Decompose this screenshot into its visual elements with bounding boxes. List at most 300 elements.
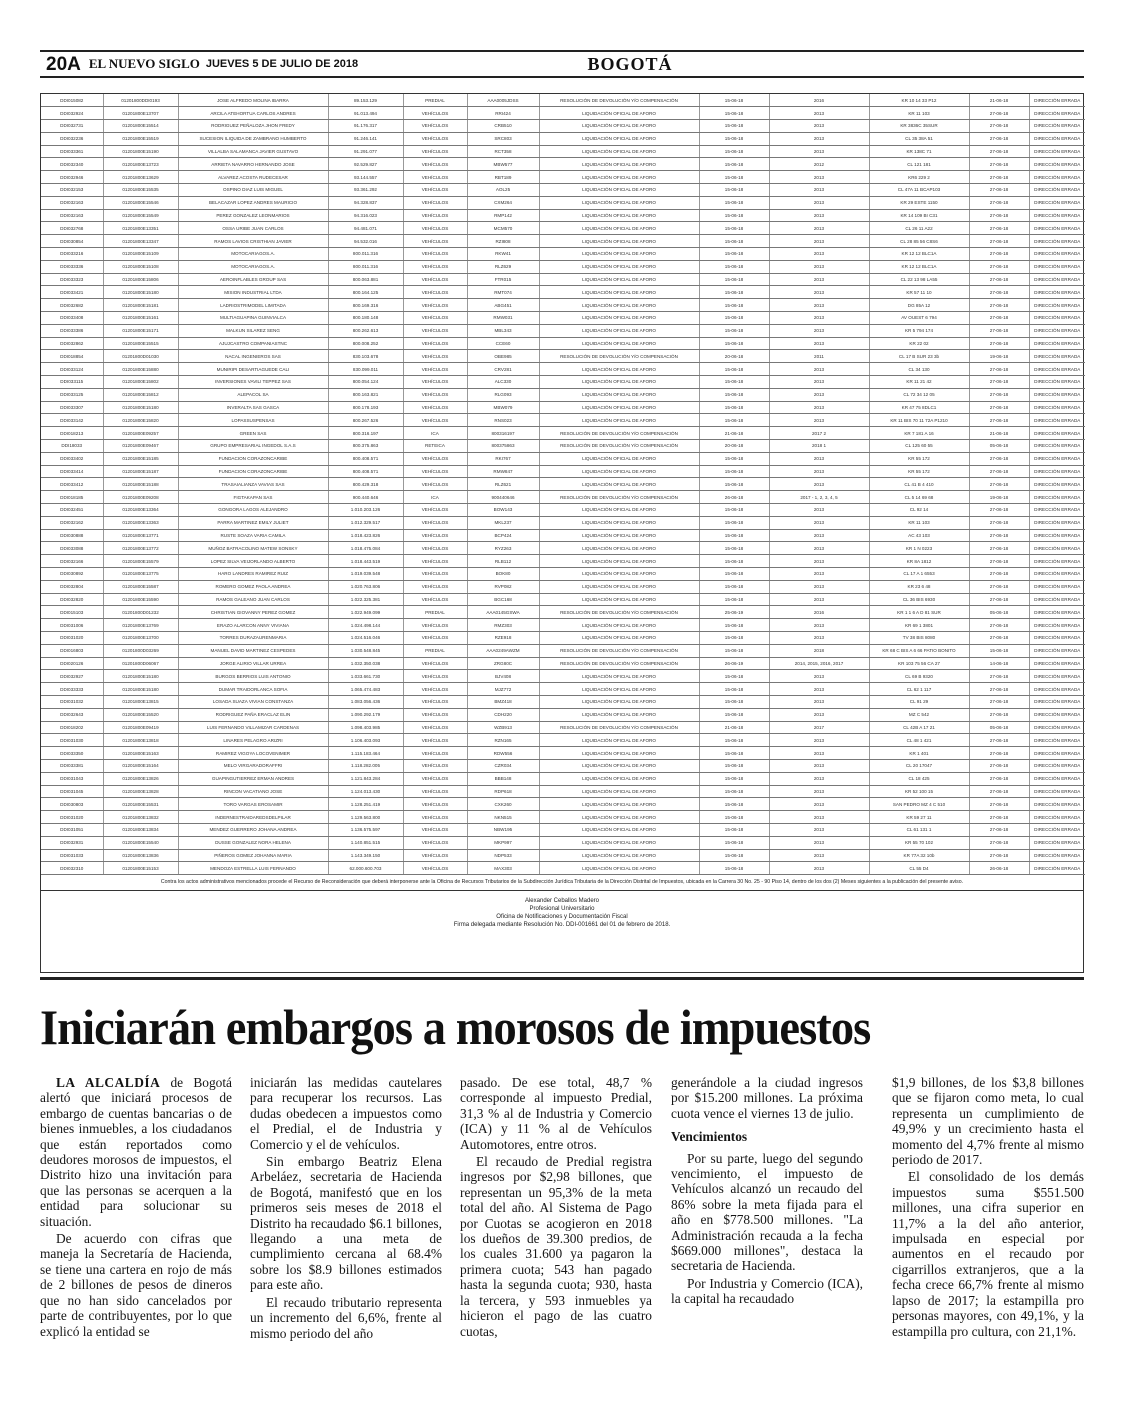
table-cell: DIRECCIÓN ERRADA bbox=[1029, 209, 1085, 222]
table-cell: DIRECCIÓN ERRADA bbox=[1029, 312, 1085, 325]
table-cell: 800.011.316 bbox=[328, 260, 403, 273]
table-cell: OBE985 bbox=[467, 350, 539, 363]
table-cell: DIRECCIÓN ERRADA bbox=[1029, 465, 1085, 478]
table-cell: 27-06-18 bbox=[969, 683, 1029, 696]
table-cell: 2011 bbox=[769, 350, 869, 363]
table-cell: KR 5 794 174 bbox=[869, 324, 969, 337]
table-cell: CL 17 A 1 6553 bbox=[869, 567, 969, 580]
table-cell: BELACAZAR LOPEZ ANDRES MAURICIO bbox=[178, 196, 328, 209]
table-cell: AC 43 103 bbox=[869, 529, 969, 542]
table-cell: DDI030854 bbox=[41, 235, 103, 248]
table-cell: KR 12 12 BLC1A bbox=[869, 248, 969, 261]
table-cell: DDI033414 bbox=[41, 465, 103, 478]
table-cell: 800.178.193 bbox=[328, 401, 403, 414]
table-cell: VEHÍCULOS bbox=[403, 580, 467, 593]
table-cell: 01201800E15171 bbox=[103, 324, 178, 337]
table-cell: LIQUIDACIÓN OFICIAL DE AFORO bbox=[539, 260, 699, 273]
table-cell: DDI032768 bbox=[41, 222, 103, 235]
table-cell: 15-06-18 bbox=[699, 388, 769, 401]
table-cell: VEHÍCULOS bbox=[403, 862, 467, 875]
table-cell: VEHÍCULOS bbox=[403, 222, 467, 235]
table-cell: CXK260 bbox=[467, 798, 539, 811]
table-cell: DDI033350 bbox=[41, 747, 103, 760]
article-paragraph: de Bogotá alertó que iniciará procesos de embargo de cuentas bancarias o de bienes inmuebles, a los ciudadanos que están reportados como deudores morosos de impuestos, el Distrito hizo una invitación para que las personas se acerquen a la entidad para solucionar su situación. bbox=[40, 1075, 232, 1229]
table-cell: BCP424 bbox=[467, 529, 539, 542]
table-cell: LIQUIDACIÓN OFICIAL DE AFORO bbox=[539, 747, 699, 760]
table-cell: 01201800E15515 bbox=[103, 337, 178, 350]
table-cell: LIQUIDACIÓN OFICIAL DE AFORO bbox=[539, 823, 699, 836]
table-cell: CL 26 11 A22 bbox=[869, 222, 969, 235]
table-cell: LOSADA SUAZA VIVIAN CONSTANZA bbox=[178, 695, 328, 708]
table-cell: 01201800E09208 bbox=[103, 491, 178, 504]
table-row bbox=[41, 184, 1085, 197]
table-cell: LINARES PELAGRO ARIZRI bbox=[178, 734, 328, 747]
table-cell: ICA bbox=[403, 427, 467, 440]
table-cell: VEHÍCULOS bbox=[403, 350, 467, 363]
table-row bbox=[41, 478, 1085, 491]
table-cell: VEHÍCULOS bbox=[403, 747, 467, 760]
table-cell: DDI018213 bbox=[41, 427, 103, 440]
table-cell: MULTIAGUAPINA GUINVIALCA bbox=[178, 312, 328, 325]
table-cell: DDI032236 bbox=[41, 132, 103, 145]
table-row bbox=[41, 209, 1085, 222]
table-cell: DIRECCIÓN ERRADA bbox=[1029, 350, 1085, 363]
table-cell: MENDOZA ESTRELLA LUIS FERNANDO bbox=[178, 862, 328, 875]
article-paragraph: pasado. De ese total, 48,7 % corresponde al impuesto Predial, 31,3 % al de Industria y Comercio (ICA) y 11 % al de Vehículos Automotores, entre otros. bbox=[460, 1075, 652, 1152]
table-cell: 27-06-18 bbox=[969, 849, 1029, 862]
table-cell: 2013 bbox=[769, 734, 869, 747]
table-cell: 800.262.613 bbox=[328, 324, 403, 337]
table-cell: DIRECCIÓN ERRADA bbox=[1029, 120, 1085, 133]
article-paragraph: iniciarán las medidas cautelares para recuperar los recursos. Las dudas obedecen a impuestos como el Predial, el de Industria y Comercio y el de vehículos. bbox=[250, 1075, 442, 1152]
table-cell: KR 1 1 6 A D 81 SUR bbox=[869, 606, 969, 619]
table-cell: MUÑOZ BATRACOLINO MATEW SONSKY bbox=[178, 542, 328, 555]
table-cell: 27-06-18 bbox=[969, 798, 1029, 811]
article-subhead: Vencimientos bbox=[671, 1129, 748, 1145]
table-cell: LIQUIDACIÓN OFICIAL DE AFORO bbox=[539, 708, 699, 721]
table-cell: WZB913 bbox=[467, 721, 539, 734]
table-row bbox=[41, 120, 1085, 133]
table-cell: VEHÍCULOS bbox=[403, 734, 467, 747]
table-cell: 15-06-18 bbox=[699, 184, 769, 197]
table-cell: RUSTE SOAZA VARIA CAMILA bbox=[178, 529, 328, 542]
table-row bbox=[41, 312, 1085, 325]
table-cell: 800.008.252 bbox=[328, 337, 403, 350]
table-cell: 15-06-18 bbox=[699, 465, 769, 478]
table-cell: 2013 bbox=[769, 631, 869, 644]
table-cell: 15-06-18 bbox=[699, 644, 769, 657]
article-paragraph: Por Industria y Comercio (ICA), la capital ha recaudado bbox=[671, 1275, 863, 1307]
table-cell: 15-06-18 bbox=[699, 94, 769, 107]
table-cell: RDW556 bbox=[467, 747, 539, 760]
table-cell: LIQUIDACIÓN OFICIAL DE AFORO bbox=[539, 567, 699, 580]
table-cell: VEHÍCULOS bbox=[403, 631, 467, 644]
table-cell: DDI031043 bbox=[41, 772, 103, 785]
table-cell: 27-06-18 bbox=[969, 158, 1029, 171]
table-cell: DDI033216 bbox=[41, 248, 103, 261]
table-cell: CL 28 85 56 C8S6 bbox=[869, 235, 969, 248]
table-cell: 15-06-18 bbox=[699, 683, 769, 696]
table-cell: 15-06-18 bbox=[699, 171, 769, 184]
table-cell: KR 11 BIS 70 11 72A P1210 bbox=[869, 414, 969, 427]
table-cell: VEHÍCULOS bbox=[403, 478, 467, 491]
table-cell: DIRECCIÓN ERRADA bbox=[1029, 529, 1085, 542]
table-cell: LIQUIDACIÓN OFICIAL DE AFORO bbox=[539, 670, 699, 683]
table-cell: 01201800E13363 bbox=[103, 516, 178, 529]
table-cell: JOSE ALFREDO MOLINA IBARRA bbox=[178, 94, 328, 107]
table-cell: DDI032804 bbox=[41, 580, 103, 593]
table-cell: VEHÍCULOS bbox=[403, 158, 467, 171]
notices-table-body bbox=[41, 94, 1085, 875]
table-cell: 1.124.013.430 bbox=[328, 785, 403, 798]
table-row bbox=[41, 235, 1085, 248]
table-cell: 15-06-18 bbox=[699, 849, 769, 862]
table-cell: 2013 bbox=[769, 836, 869, 849]
table-cell: 15-06-18 bbox=[699, 747, 769, 760]
table-cell: 1.022.325.381 bbox=[328, 593, 403, 606]
table-cell: DDI032862 bbox=[41, 337, 103, 350]
table-cell: 2016 bbox=[769, 94, 869, 107]
table-cell: 1.128.251.419 bbox=[328, 798, 403, 811]
article-paragraph: De acuerdo con cifras que maneja la Secretaría de Hacienda, se tiene una cartera en rojo de más de 2 billones de pesos de dineros que no han sido cancelados por parte de contribuyentes, por lo que explicó la entidad se bbox=[40, 1231, 232, 1339]
table-cell: LIQUIDACIÓN OFICIAL DE AFORO bbox=[539, 811, 699, 824]
table-cell: 2013 bbox=[769, 670, 869, 683]
table-cell: DDI018202 bbox=[41, 721, 103, 734]
table-row bbox=[41, 644, 1085, 657]
table-cell: DIRECCIÓN ERRADA bbox=[1029, 734, 1085, 747]
table-cell: DIRECCIÓN ERRADA bbox=[1029, 695, 1085, 708]
table-cell: ZRG80C bbox=[467, 657, 539, 670]
table-cell: KR 68 C BIS A 6 66 PATIO BONITO bbox=[869, 644, 969, 657]
table-cell: RZI808 bbox=[467, 235, 539, 248]
table-cell: VEHÍCULOS bbox=[403, 363, 467, 376]
table-cell: 2013 bbox=[769, 209, 869, 222]
table-cell: KR 69 1 3801 bbox=[869, 619, 969, 632]
table-cell: DDI032310 bbox=[41, 862, 103, 875]
table-cell: DDI031045 bbox=[41, 785, 103, 798]
table-cell: MOTOCARIAGOS.A. bbox=[178, 260, 328, 273]
table-cell: CL 22 13 98 LA55 bbox=[869, 273, 969, 286]
table-cell: 800.063.881 bbox=[328, 273, 403, 286]
table-cell: 1.018.443.519 bbox=[328, 555, 403, 568]
table-cell: DIRECCIÓN ERRADA bbox=[1029, 644, 1085, 657]
table-cell: VEHÍCULOS bbox=[403, 452, 467, 465]
table-row bbox=[41, 504, 1085, 517]
table-cell: SRC803 bbox=[467, 132, 539, 145]
table-row bbox=[41, 759, 1085, 772]
table-cell: AOL25 bbox=[467, 184, 539, 197]
table-cell: 1.024.516.046 bbox=[328, 631, 403, 644]
table-cell: 15-06-18 bbox=[699, 107, 769, 120]
table-cell: 2013 bbox=[769, 376, 869, 389]
table-cell: KR 14 109 BI C31 bbox=[869, 209, 969, 222]
table-cell: 27-06-18 bbox=[969, 363, 1029, 376]
table-cell: MKP997 bbox=[467, 836, 539, 849]
table-cell: 01201800E15161 bbox=[103, 312, 178, 325]
table-cell: DDI033142 bbox=[41, 414, 103, 427]
table-cell: LIQUIDACIÓN OFICIAL DE AFORO bbox=[539, 542, 699, 555]
table-cell: VEHÍCULOS bbox=[403, 401, 467, 414]
table-cell: 800.408.571 bbox=[328, 465, 403, 478]
table-cell: 2013 bbox=[769, 683, 869, 696]
table-cell: 27-06-18 bbox=[969, 324, 1029, 337]
page-number: 20A bbox=[46, 54, 81, 75]
table-cell: LIQUIDACIÓN OFICIAL DE AFORO bbox=[539, 401, 699, 414]
table-cell: CL 42B A 17 21 bbox=[869, 721, 969, 734]
table-cell: 800.054.124 bbox=[328, 376, 403, 389]
table-cell: LIQUIDACIÓN OFICIAL DE AFORO bbox=[539, 759, 699, 772]
table-cell: 01201800E13364 bbox=[103, 504, 178, 517]
table-cell: 15-06-18 bbox=[699, 286, 769, 299]
table-cell: LIQUIDACIÓN OFICIAL DE AFORO bbox=[539, 798, 699, 811]
table-cell: NACAL INGENIEROS SAS bbox=[178, 350, 328, 363]
table-cell: DIRECCIÓN ERRADA bbox=[1029, 708, 1085, 721]
table-row bbox=[41, 734, 1085, 747]
table-cell: NKN515 bbox=[467, 811, 539, 824]
table-cell: 01201800E13815 bbox=[103, 695, 178, 708]
table-row bbox=[41, 721, 1085, 734]
table-cell: 27-06-18 bbox=[969, 376, 1029, 389]
table-cell: DIRECCIÓN ERRADA bbox=[1029, 440, 1085, 453]
table-cell: BURGOS BERRIOS LUIS ANTONIO bbox=[178, 670, 328, 683]
table-cell: DIRECCIÓN ERRADA bbox=[1029, 670, 1085, 683]
table-cell: 830.099.011 bbox=[328, 363, 403, 376]
table-cell: LIQUIDACIÓN OFICIAL DE AFORO bbox=[539, 478, 699, 491]
table-cell: 94.481.071 bbox=[328, 222, 403, 235]
table-cell: KR 1 401 bbox=[869, 747, 969, 760]
table-cell: 27-06-18 bbox=[969, 273, 1029, 286]
table-cell: 01201800E13818 bbox=[103, 734, 178, 747]
table-cell: 2013 bbox=[769, 184, 869, 197]
table-cell: 2013 bbox=[769, 388, 869, 401]
table-cell: DDI031006 bbox=[41, 619, 103, 632]
table-cell: DIRECCIÓN ERRADA bbox=[1029, 823, 1085, 836]
table-cell: LIQUIDACIÓN OFICIAL DE AFORO bbox=[539, 580, 699, 593]
table-cell: MOTOCARIAGOS.A. bbox=[178, 248, 328, 261]
table-row bbox=[41, 836, 1085, 849]
table-cell: DIRECCIÓN ERRADA bbox=[1029, 491, 1085, 504]
table-cell: VEHÍCULOS bbox=[403, 721, 467, 734]
table-cell: 2013 bbox=[769, 363, 869, 376]
table-cell: 800.316.197 bbox=[328, 427, 403, 440]
table-cell: 27-06-18 bbox=[969, 286, 1029, 299]
table-cell: 1.019.039.548 bbox=[328, 567, 403, 580]
table-cell: 25-06-19 bbox=[699, 606, 769, 619]
table-cell: 27-06-18 bbox=[969, 772, 1029, 785]
table-cell: DIRECCIÓN ERRADA bbox=[1029, 171, 1085, 184]
table-cell: DDI030892 bbox=[41, 567, 103, 580]
table-row bbox=[41, 823, 1085, 836]
table-cell: 27-06-18 bbox=[969, 235, 1029, 248]
table-cell: DIRECCIÓN ERRADA bbox=[1029, 567, 1085, 580]
table-cell: DIRECCIÓN ERRADA bbox=[1029, 747, 1085, 760]
table-cell: KR 11 103 bbox=[869, 516, 969, 529]
table-cell: 1.022.949.099 bbox=[328, 606, 403, 619]
table-cell: DDI033408 bbox=[41, 312, 103, 325]
table-cell: MZ C 542 bbox=[869, 708, 969, 721]
table-row bbox=[41, 260, 1085, 273]
table-cell: 01201800E13351 bbox=[103, 222, 178, 235]
table-cell: 15-06-18 bbox=[699, 862, 769, 875]
table-cell: DDI032682 bbox=[41, 299, 103, 312]
newspaper-name: EL NUEVO SIGLO bbox=[88, 56, 200, 71]
table-cell: DDI033361 bbox=[41, 145, 103, 158]
table-cell: DDI018185 bbox=[41, 491, 103, 504]
table-cell: DIRECCIÓN ERRADA bbox=[1029, 184, 1085, 197]
table-cell: 27-06-18 bbox=[969, 209, 1029, 222]
table-cell: RLB112 bbox=[467, 555, 539, 568]
table-cell: RLZ621 bbox=[467, 478, 539, 491]
table-cell: 91.291.077 bbox=[328, 145, 403, 158]
table-cell: VEHÍCULOS bbox=[403, 235, 467, 248]
table-cell: 27-06-18 bbox=[969, 120, 1029, 133]
table-cell: 800.164.125 bbox=[328, 286, 403, 299]
table-row bbox=[41, 222, 1085, 235]
table-cell: VILLALBA SALAMANCA JAVIER GUSTAVO bbox=[178, 145, 328, 158]
table-cell: VEHÍCULOS bbox=[403, 516, 467, 529]
table-cell: 01201800E15153 bbox=[103, 862, 178, 875]
table-cell: 01201800DDI0193 bbox=[103, 94, 178, 107]
table-cell: 800.375.863 bbox=[328, 440, 403, 453]
table-cell: DDI018854 bbox=[41, 350, 103, 363]
table-cell: 94.316.023 bbox=[328, 209, 403, 222]
table-cell: AAA0145GSWA bbox=[467, 606, 539, 619]
table-cell: VEHÍCULOS bbox=[403, 414, 467, 427]
table-cell: CRB510 bbox=[467, 120, 539, 133]
table-cell: VEHÍCULOS bbox=[403, 260, 467, 273]
table-cell: 01201800E15590 bbox=[103, 593, 178, 606]
table-cell: DDI016803 bbox=[41, 644, 103, 657]
table-cell: DIRECCIÓN ERRADA bbox=[1029, 273, 1085, 286]
table-row bbox=[41, 580, 1085, 593]
table-cell: SAN PEDRO MZ 4 C 510 bbox=[869, 798, 969, 811]
table-row bbox=[41, 171, 1085, 184]
table-cell: LIQUIDACIÓN OFICIAL DE AFORO bbox=[539, 555, 699, 568]
table-divider bbox=[40, 977, 1084, 980]
table-cell: RAMOS LAVIOS CRISTHIAN JAVIER bbox=[178, 235, 328, 248]
table-cell: 27-06-18 bbox=[969, 452, 1029, 465]
table-cell: 27-06-18 bbox=[969, 337, 1029, 350]
table-row bbox=[41, 107, 1085, 120]
table-cell: RESOLUCIÓN DE DEVOLUCIÓN Y/O COMPENSACIÓN bbox=[539, 94, 699, 107]
table-row bbox=[41, 670, 1085, 683]
table-cell: 27-06-18 bbox=[969, 631, 1029, 644]
table-row bbox=[41, 363, 1085, 376]
table-cell: LIQUIDACIÓN OFICIAL DE AFORO bbox=[539, 631, 699, 644]
table-cell: 800375863 bbox=[467, 440, 539, 453]
table-cell: 27-06-18 bbox=[969, 747, 1029, 760]
table-cell: RNS023 bbox=[467, 414, 539, 427]
table-cell: 91.246.141 bbox=[328, 132, 403, 145]
table-cell: 2013 bbox=[769, 286, 869, 299]
table-cell: DIRECCIÓN ERRADA bbox=[1029, 542, 1085, 555]
table-cell: VEHÍCULOS bbox=[403, 196, 467, 209]
signature-block bbox=[41, 891, 1083, 929]
table-cell: DDI030888 bbox=[41, 529, 103, 542]
table-cell: LIQUIDACIÓN OFICIAL DE AFORO bbox=[539, 414, 699, 427]
table-cell: KR 47 75 8DLC1 bbox=[869, 401, 969, 414]
table-cell: 15-06-18 bbox=[699, 504, 769, 517]
table-cell: DDI032931 bbox=[41, 836, 103, 849]
table-row bbox=[41, 772, 1085, 785]
table-cell: VEHÍCULOS bbox=[403, 657, 467, 670]
table-cell: DDI033412 bbox=[41, 478, 103, 491]
table-cell: 1.098.403.985 bbox=[328, 721, 403, 734]
table-cell: 01201800E15540 bbox=[103, 836, 178, 849]
table-cell: 91.013.494 bbox=[328, 107, 403, 120]
table-cell: VEHÍCULOS bbox=[403, 171, 467, 184]
table-cell: AAA0005JDSS bbox=[467, 94, 539, 107]
table-cell: 01201800E15187 bbox=[103, 465, 178, 478]
table-cell: RMZ303 bbox=[467, 619, 539, 632]
table-cell: 27-06-18 bbox=[969, 542, 1029, 555]
table-cell: 1.030.548.845 bbox=[328, 644, 403, 657]
table-cell: 01201800E15820 bbox=[103, 414, 178, 427]
table-cell: DIRECCIÓN ERRADA bbox=[1029, 196, 1085, 209]
table-cell: 1.018.475.084 bbox=[328, 542, 403, 555]
table-cell: DIRECCIÓN ERRADA bbox=[1029, 337, 1085, 350]
table-cell: 01201800E15880 bbox=[103, 363, 178, 376]
table-cell: DDI18033 bbox=[41, 440, 103, 453]
table-cell: LIQUIDACIÓN OFICIAL DE AFORO bbox=[539, 145, 699, 158]
table-cell: DIRECCIÓN ERRADA bbox=[1029, 759, 1085, 772]
table-cell: 2013 bbox=[769, 785, 869, 798]
table-cell: 2013 bbox=[769, 772, 869, 785]
table-cell: LIQUIDACIÓN OFICIAL DE AFORO bbox=[539, 273, 699, 286]
table-cell: 2013 bbox=[769, 708, 869, 721]
table-row bbox=[41, 683, 1085, 696]
table-cell: CL 20 17047 bbox=[869, 759, 969, 772]
table-cell: 15-06-18 bbox=[699, 619, 769, 632]
table-cell: DIRECCIÓN ERRADA bbox=[1029, 478, 1085, 491]
table-cell: CL 91 29 bbox=[869, 695, 969, 708]
table-cell: MAX303 bbox=[467, 862, 539, 875]
table-cell: LIQUIDACIÓN OFICIAL DE AFORO bbox=[539, 120, 699, 133]
table-cell: 1.020.763.806 bbox=[328, 580, 403, 593]
table-row bbox=[41, 849, 1085, 862]
table-cell: MELO VIRGARADORAFFRI bbox=[178, 759, 328, 772]
table-cell: 1.024.498.144 bbox=[328, 619, 403, 632]
table-cell: LIQUIDACIÓN OFICIAL DE AFORO bbox=[539, 862, 699, 875]
table-cell: 27-06-18 bbox=[969, 196, 1029, 209]
table-cell: 27-06-18 bbox=[969, 759, 1029, 772]
table-cell: 26-06-18 bbox=[699, 491, 769, 504]
table-cell: 15-06-18 bbox=[699, 567, 769, 580]
table-cell: 01201800E15802 bbox=[103, 376, 178, 389]
table-cell: LIQUIDACIÓN OFICIAL DE AFORO bbox=[539, 683, 699, 696]
table-cell: LIQUIDACIÓN OFICIAL DE AFORO bbox=[539, 734, 699, 747]
table-cell: 15-06-18 bbox=[699, 196, 769, 209]
table-cell: DIRECCIÓN ERRADA bbox=[1029, 772, 1085, 785]
table-row bbox=[41, 273, 1085, 286]
table-cell: 93.361.292 bbox=[328, 184, 403, 197]
table-cell: 27-06-18 bbox=[969, 567, 1029, 580]
table-cell: NDP533 bbox=[467, 849, 539, 862]
table-cell: 2013 bbox=[769, 798, 869, 811]
table-cell: 2013 bbox=[769, 542, 869, 555]
table-cell: 800316197 bbox=[467, 427, 539, 440]
table-cell: VEHÍCULOS bbox=[403, 324, 467, 337]
table-cell: DIRECCIÓN ERRADA bbox=[1029, 94, 1085, 107]
table-cell: CL 61 131 1 bbox=[869, 823, 969, 836]
table-cell: DDI032162 bbox=[41, 516, 103, 529]
table-cell: 15-06-18 bbox=[699, 414, 769, 427]
table-cell: 2013 bbox=[769, 811, 869, 824]
table-cell: AV OUEST 6 794 bbox=[869, 312, 969, 325]
table-cell: MALKUN SILAREZ SENG bbox=[178, 324, 328, 337]
table-cell: LIQUIDACIÓN OFICIAL DE AFORO bbox=[539, 171, 699, 184]
table-cell: VEHÍCULOS bbox=[403, 107, 467, 120]
